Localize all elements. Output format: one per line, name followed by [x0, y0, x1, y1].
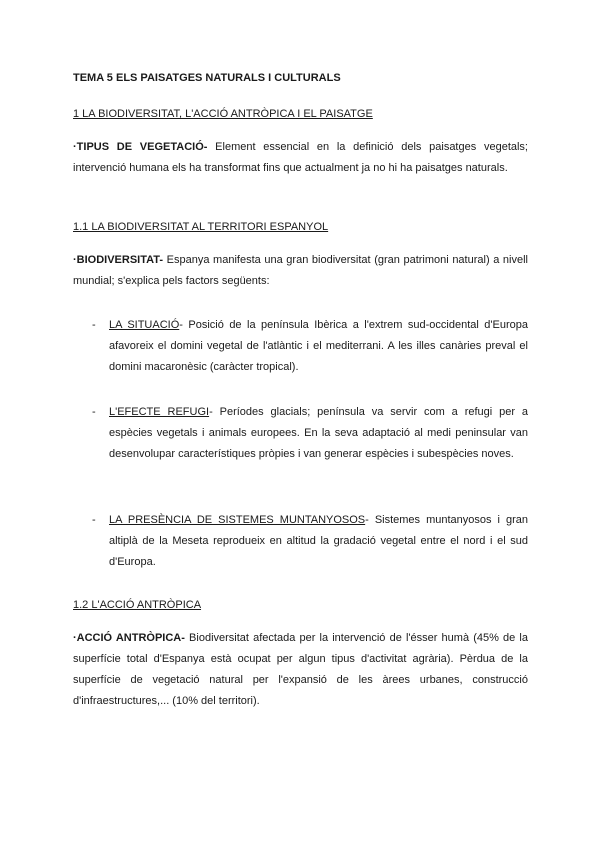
bullet-text: - Posició de la península Ibèrica a l'extrem sud-occidental d'Europa afavoreix el domini vegetal de l'atlàntic i el mediterrani. A les illes canàries preval el domini macaronèsic (caràcter tropical).	[109, 319, 528, 373]
bullet-marker: -	[92, 406, 96, 418]
section-1-2-heading: 1.2 L'ACCIÓ ANTRÒPICA	[73, 599, 202, 611]
accio-antropica-label: ·ACCIÓ ANTRÒPICA-	[73, 632, 185, 644]
document-title: TEMA 5 ELS PAISATGES NATURALS I CULTURALS	[73, 72, 341, 84]
section-1-heading: 1 LA BIODIVERSITAT, L'ACCIÓ ANTRÒPICA I EL PAISATGE	[73, 108, 373, 120]
bullet-efecte-refugi	[109, 402, 528, 465]
bullet-term: LA SITUACIÓ	[109, 319, 180, 331]
biodiversitat-label: ·BIODIVERSITAT-	[73, 254, 164, 266]
bullet-text: - Períodes glacials; península va servir com a refugi per a espècies vegetals i animals europees. En la seva adaptació al medi peninsular van desenvolupar característiques pròpies i van generar espècies i subespècies noves.	[109, 406, 528, 460]
bullet-term: LA PRESÈNCIA DE SISTEMES MUNTANYOSOS	[109, 514, 366, 526]
tipus-vegetacio-text: Element essencial en la definició dels paisatges vegetals; intervenció humana els ha transformat fins que actualment ja no hi ha paisatges naturals.	[73, 141, 528, 174]
accio-antropica-text: Biodiversitat afectada per la intervenció de l'ésser humà (45% de la superfície total d'Espanya està ocupat per algun tipus d'activitat agrària). Pèrdua de la superfície de vegetació natural per l'expansió de les àrees urbanes, construcció d'infraestructures,... (10% del territori).	[73, 632, 528, 707]
bullet-sistemes-muntanyosos	[109, 510, 528, 573]
bullet-marker: -	[92, 319, 96, 331]
tipus-vegetacio-label: ·TIPUS DE VEGETACIÓ-	[73, 141, 208, 153]
section-1-1-heading: 1.1 LA BIODIVERSITAT AL TERRITORI ESPANYOL	[73, 221, 329, 233]
bullet-term: L'EFECTE REFUGI	[109, 406, 210, 418]
section-1-paragraph	[73, 137, 528, 179]
biodiversitat-text: Espanya manifesta una gran biodiversitat (gran patrimoni natural) a nivell mundial; s'explica pels factors següents:	[73, 254, 528, 287]
section-1-1-paragraph	[73, 250, 528, 292]
bullet-situacio	[109, 315, 528, 378]
bullet-marker: -	[92, 514, 96, 526]
section-1-2-paragraph	[73, 628, 528, 712]
bullet-text: - Sistemes muntanyosos i gran altiplà de la Meseta reprodueix en altitud la gradació vegetal entre el nord i el sud d'Europa.	[109, 514, 528, 568]
